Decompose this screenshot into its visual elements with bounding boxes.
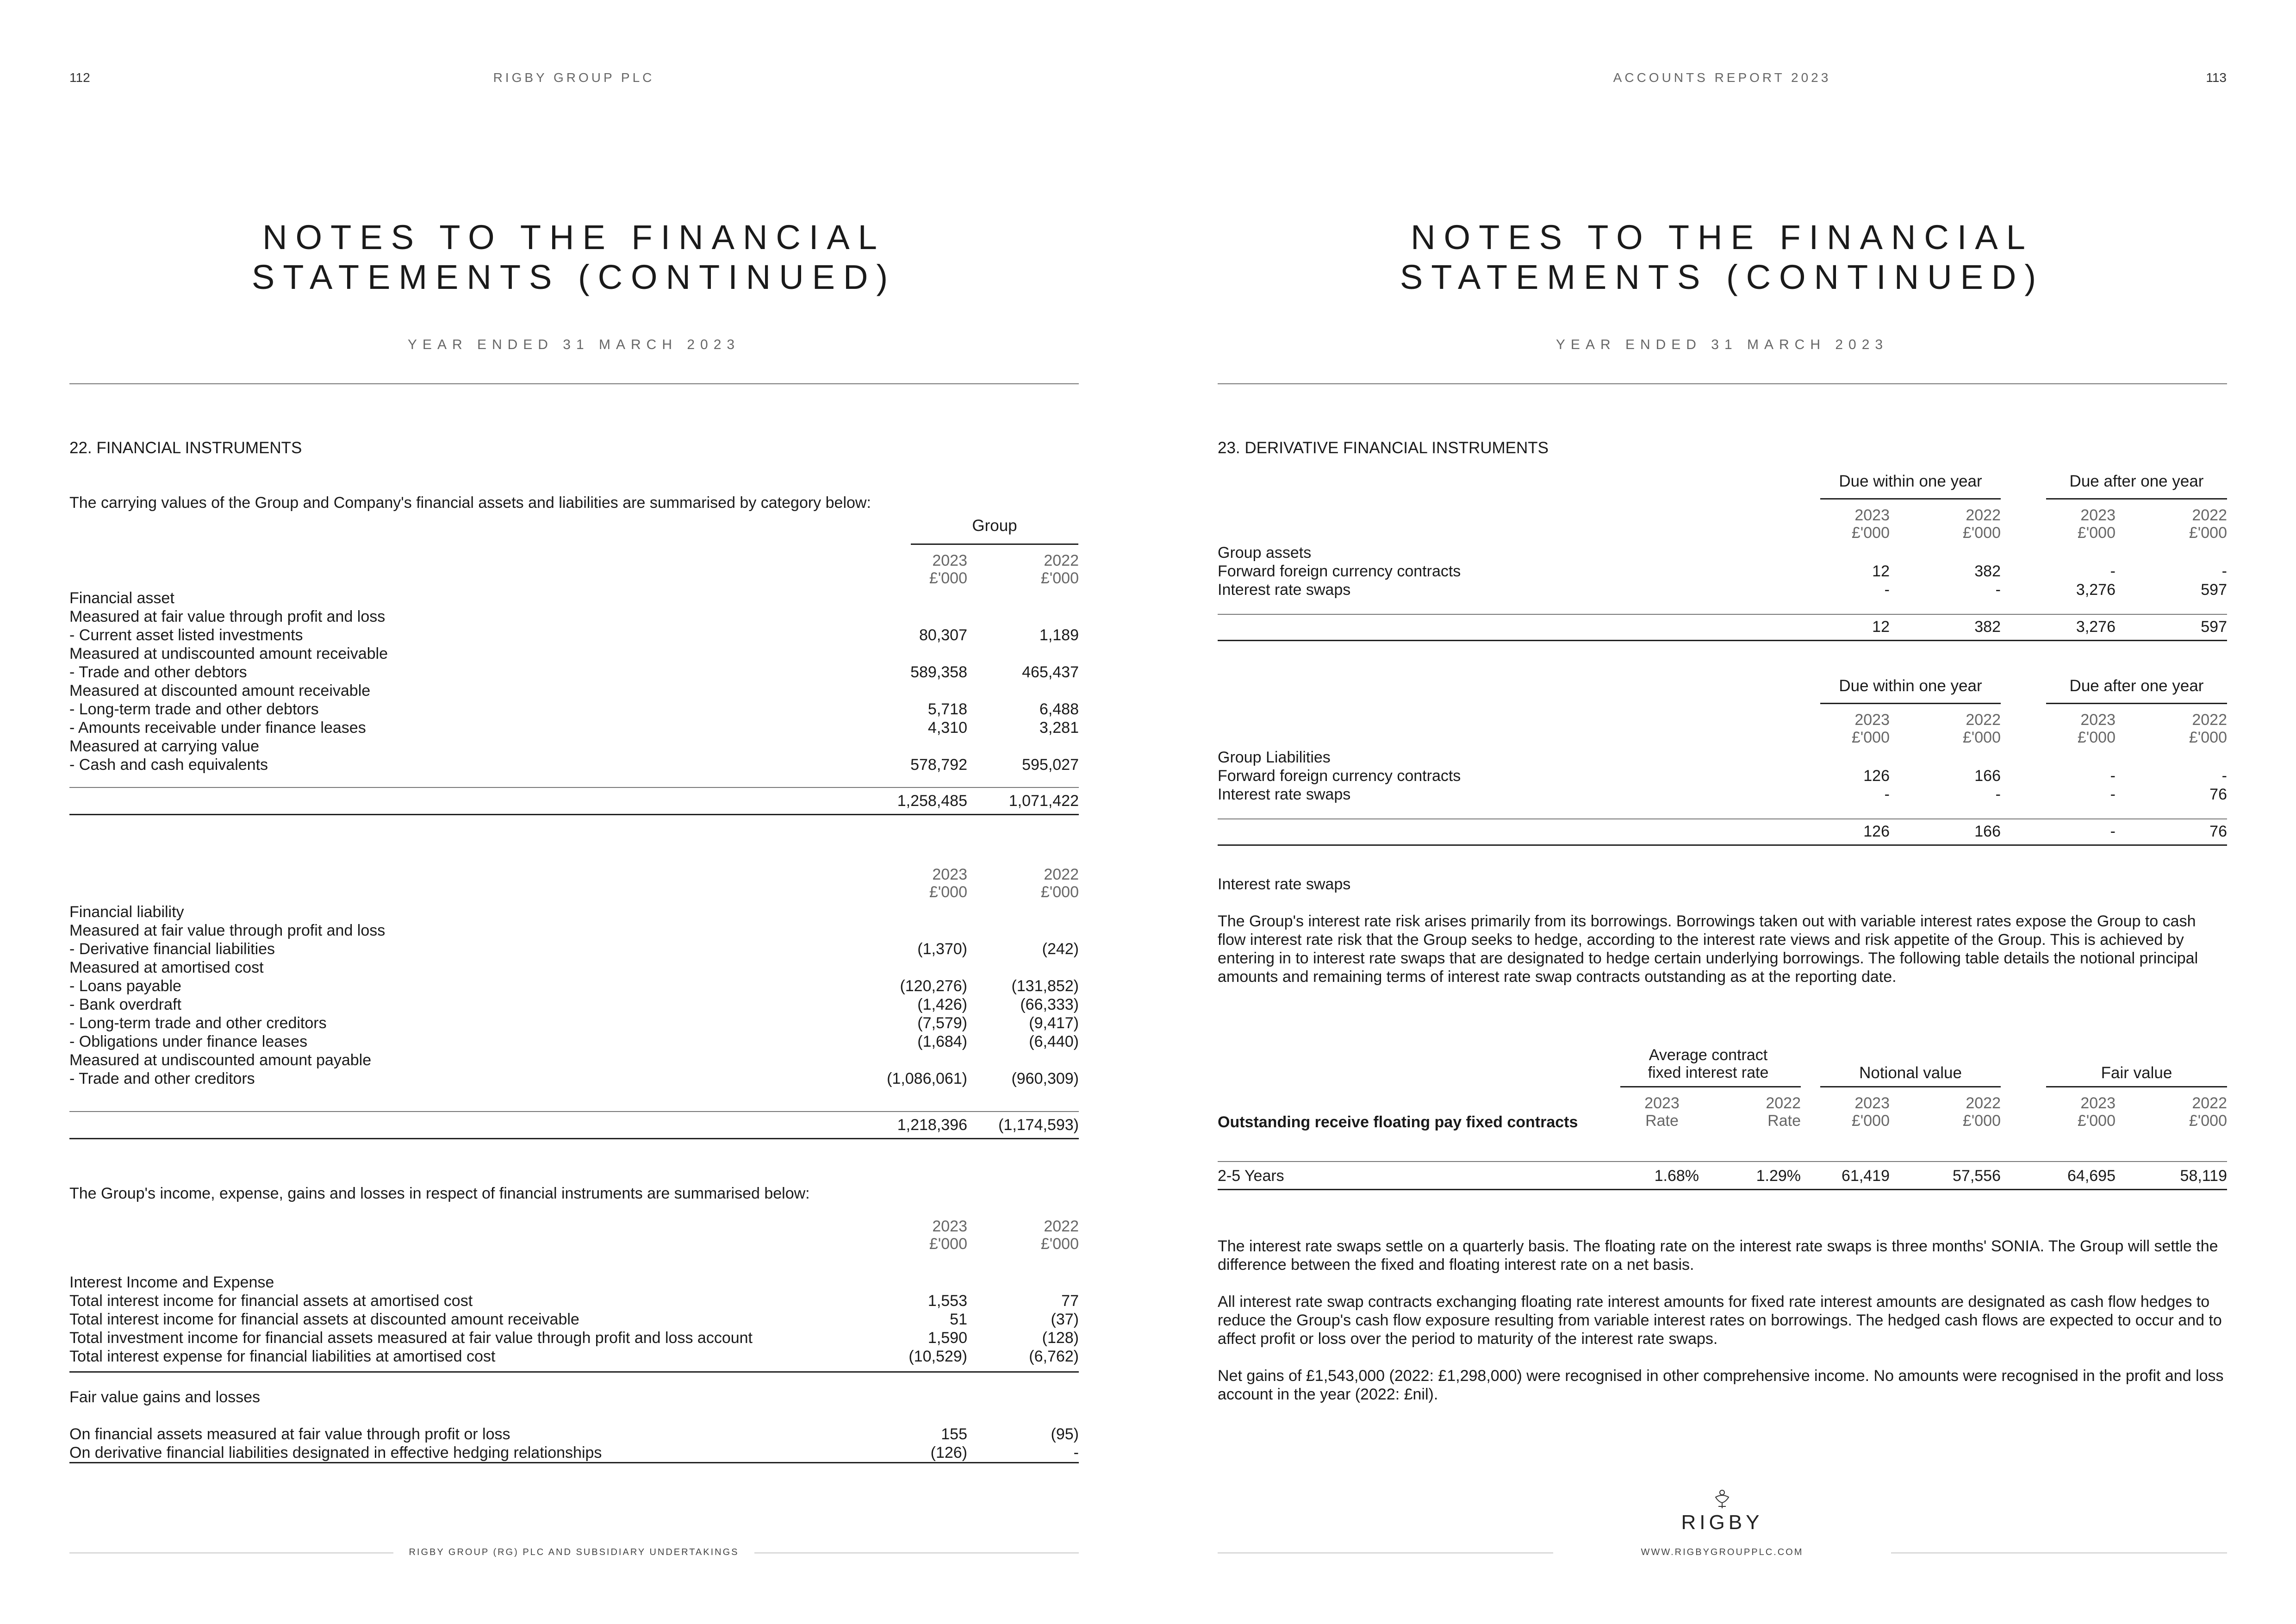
col-2023: 2023 — [1854, 1094, 1890, 1112]
col-2022: 2022 — [2192, 711, 2227, 729]
total-double-rule — [69, 1138, 1079, 1139]
row-label: Measured at fair value through profit and loss — [69, 922, 386, 939]
value-2022: 1,189 — [1039, 626, 1079, 644]
value-2023: 1,553 — [927, 1292, 967, 1310]
col-unit: £'000 — [1962, 729, 2001, 746]
row-label: Measured at fair value through profit and loss — [69, 608, 386, 625]
liabilities-total-within-2023: 126 — [1863, 823, 1890, 840]
value-2022: - — [1073, 1444, 1079, 1462]
value-after-2022: 597 — [2201, 581, 2227, 599]
paragraph-hedges: All interest rate swap contracts exchanging floating rate interest amounts for fixed rate interest amounts are designated as cash flow hedges to reduce the Group's cash flow exposure resulting from variable interest rates on borrowings. The hedged cash flows are expected to occur and to affect profit or loss over the period to maturity of the interest rate swaps. — [1218, 1293, 2222, 1348]
group-underline — [911, 543, 1078, 545]
value-2023: (126) — [930, 1444, 967, 1462]
value-2022: (66,333) — [1020, 996, 1079, 1013]
col-2023: 2023 — [1644, 1094, 1680, 1112]
liabilities-rows — [69, 921, 1079, 1088]
table-row — [1218, 767, 2227, 785]
avg-rate-underline — [1620, 1086, 1801, 1087]
footer-text: RIGBY GROUP (RG) PLC AND SUBSIDIARY UNDERTAKINGS — [409, 1547, 739, 1557]
value-2022: (6,440) — [1029, 1033, 1079, 1050]
group-column-label: Group — [972, 517, 1017, 535]
row-label: Measured at undiscounted amount receivable — [69, 645, 388, 662]
table-row — [69, 644, 1079, 663]
table-row — [69, 1425, 1079, 1443]
assets-total-within-2022: 382 — [1974, 618, 2001, 636]
due-after-underline — [2046, 703, 2227, 704]
notional-2023: 61,419 — [1842, 1167, 1890, 1185]
table-row — [69, 1443, 1079, 1462]
assets-total-after-2022: 597 — [2201, 618, 2227, 636]
value-within-2022: - — [1995, 581, 2001, 599]
table-row — [69, 756, 1079, 774]
value-2023: (7,579) — [917, 1014, 967, 1032]
value-2022: (960,309) — [1011, 1070, 1079, 1087]
row-label: - Bank overdraft — [69, 996, 181, 1013]
value-2023: (1,426) — [917, 996, 967, 1013]
col-2023: 2023 — [932, 866, 967, 883]
value-2023: 1,590 — [927, 1329, 967, 1347]
row-label: Measured at carrying value — [69, 737, 260, 755]
row-label: - Trade and other debtors — [69, 663, 247, 681]
assets-total-within-2023: 12 — [1872, 618, 1890, 636]
col-2022: 2022 — [1044, 1218, 1079, 1235]
assets-total-2022: 1,071,422 — [1008, 792, 1079, 810]
value-2022: (6,762) — [1029, 1348, 1079, 1365]
running-header: ACCOUNTS REPORT 2023 — [1613, 70, 1831, 85]
notional-2022: 57,556 — [1953, 1167, 2001, 1185]
income-rows — [69, 1292, 1079, 1366]
col-unit: £'000 — [2077, 729, 2116, 746]
table-row — [69, 1347, 1079, 1366]
total-rule — [69, 787, 1079, 788]
col-2023: 2023 — [2080, 506, 2116, 524]
col-unit: £'000 — [2077, 1112, 2116, 1130]
value-within-2022: - — [1995, 786, 2001, 803]
row-label: Interest rate swaps — [1218, 786, 1351, 803]
page-subtitle: YEAR ENDED 31 MARCH 2023 — [1556, 337, 1889, 352]
irs-heading: Interest rate swaps — [1218, 875, 1351, 893]
table-row — [69, 1069, 1079, 1088]
rate-2023: 1.68% — [1654, 1167, 1699, 1185]
row-label: Total interest income for financial assets at amortised cost — [69, 1292, 473, 1310]
col-unit: £'000 — [1851, 729, 1890, 746]
total-rule — [1218, 614, 2227, 615]
derivative-liabilities-rows — [1218, 767, 2227, 804]
value-after-2023: - — [2110, 786, 2116, 803]
due-within-label: Due within one year — [1839, 472, 1982, 490]
row-label: 2-5 Years — [1218, 1167, 1284, 1185]
table-row — [69, 626, 1079, 644]
value-2023: (1,086,061) — [887, 1070, 967, 1087]
col-unit: £'000 — [1851, 1112, 1890, 1130]
table-row — [69, 1292, 1079, 1310]
row-label: Total interest income for financial assets at discounted amount receivable — [69, 1311, 579, 1328]
col-2023: 2023 — [2080, 711, 2116, 729]
page-number: 113 — [2206, 70, 2227, 85]
page-subtitle: YEAR ENDED 31 MARCH 2023 — [407, 337, 740, 352]
section-heading: 23. DERIVATIVE FINANCIAL INSTRUMENTS — [1218, 439, 1549, 457]
row-label: Total investment income for financial assets measured at fair value through profit and loss account — [69, 1329, 753, 1347]
table-row — [1218, 581, 2227, 599]
col-unit: £'000 — [1040, 1235, 1079, 1253]
page-title-line1: NOTES TO THE FINANCIAL — [262, 218, 885, 256]
row-label: - Current asset listed investments — [69, 626, 303, 644]
row-label: Measured at undiscounted amount payable — [69, 1051, 372, 1069]
page-title-line2: STATEMENTS (CONTINUED) — [1400, 258, 2045, 296]
section-rule — [69, 1371, 1079, 1373]
col-unit: £'000 — [2189, 524, 2227, 542]
due-within-underline — [1820, 703, 2001, 704]
liabilities-total-after-2023: - — [2110, 823, 2116, 840]
col-2023: 2023 — [2080, 1094, 2116, 1112]
table-row — [69, 681, 1079, 700]
rate-label: Rate — [1645, 1112, 1679, 1130]
fair-value-underline — [2046, 1086, 2227, 1087]
table-row — [69, 663, 1079, 681]
row-label: - Obligations under finance leases — [69, 1033, 308, 1050]
due-within-underline — [1820, 498, 2001, 500]
value-2023: 578,792 — [910, 756, 967, 774]
row-label: Measured at amortised cost — [69, 959, 264, 976]
col-unit: £'000 — [929, 569, 967, 587]
fair-2022: 58,119 — [2180, 1167, 2227, 1185]
table-row — [69, 1329, 1079, 1347]
value-2022: 595,027 — [1022, 756, 1079, 774]
col-2022: 2022 — [1044, 552, 1079, 569]
col-2022: 2022 — [2192, 506, 2227, 524]
swap-row-rule — [1218, 1161, 2227, 1162]
col-unit: £'000 — [1851, 524, 1890, 542]
fair-2023: 64,695 — [2067, 1167, 2116, 1185]
table-row — [69, 977, 1079, 995]
row-label: - Cash and cash equivalents — [69, 756, 268, 774]
row-label: Measured at discounted amount receivable — [69, 682, 371, 700]
table-row — [69, 737, 1079, 756]
table-row — [69, 1310, 1079, 1329]
page-title-line2: STATEMENTS (CONTINUED) — [251, 258, 896, 296]
assets-total-2023: 1,258,485 — [897, 792, 967, 810]
table-row — [69, 607, 1079, 626]
rigby-crest-icon — [1704, 1489, 1741, 1512]
value-2023: 155 — [941, 1425, 967, 1443]
col-unit: £'000 — [929, 883, 967, 901]
value-2022: (9,417) — [1029, 1014, 1079, 1032]
fair-value-heading: Fair value gains and losses — [69, 1388, 261, 1406]
value-2023: (1,684) — [917, 1033, 967, 1050]
value-2023: 51 — [950, 1311, 967, 1328]
table-row — [69, 1032, 1079, 1051]
total-double-rule — [1218, 844, 2227, 846]
assets-heading: Financial asset — [69, 589, 174, 607]
paragraph-settlement: The interest rate swaps settle on a quarterly basis. The floating rate on the interest rate swaps is three months' SONIA. The Group will settle the difference between the fixed and floating interest rate on a net basis. — [1218, 1237, 2218, 1274]
table-row — [69, 995, 1079, 1014]
value-2023: 4,310 — [927, 719, 967, 737]
total-rule — [1218, 818, 2227, 819]
row-label: - Amounts receivable under finance leases — [69, 719, 366, 737]
title-divider — [69, 383, 1079, 384]
col-2022: 2022 — [1966, 506, 2001, 524]
col-2022: 2022 — [2192, 1094, 2227, 1112]
value-after-2023: - — [2110, 562, 2116, 580]
avg-rate-label-line2: fixed interest rate — [1648, 1064, 1769, 1081]
fair-value-rows — [69, 1425, 1079, 1462]
right-page — [1148, 0, 2296, 1624]
value-2022: 6,488 — [1039, 700, 1079, 718]
value-after-2022: - — [2221, 767, 2227, 785]
total-double-rule — [1218, 640, 2227, 641]
value-after-2022: 76 — [2209, 786, 2227, 803]
swap-row-bottom-rule — [1218, 1189, 2227, 1190]
liabilities-total-2023: 1,218,396 — [897, 1116, 967, 1134]
irs-paragraph: The Group's interest rate risk arises primarily from its borrowings. Borrowings taken out with variable interest rates expose the Group to cash flow interest rate risk that the Group seeks to hedge, according to the interest rate views and risk appetite of the Group. This is achieved by entering in to interest rate swaps that are designated to hedge certain underlying borrowings. The following table details the notional principal amounts and remaining terms of interest rate swap contracts outstanding as at the reporting date. — [1218, 912, 2198, 986]
page-title-line1: NOTES TO THE FINANCIAL — [1411, 218, 2034, 256]
value-2022: 465,437 — [1022, 663, 1079, 681]
income-heading: Interest Income and Expense — [69, 1274, 274, 1291]
value-2023: 5,718 — [927, 700, 967, 718]
table-row — [69, 940, 1079, 958]
table-row — [69, 1051, 1079, 1069]
row-label: - Loans payable — [69, 977, 181, 995]
due-after-label: Due after one year — [2069, 677, 2204, 695]
row-label: - Trade and other creditors — [69, 1070, 255, 1087]
value-2022: 3,281 — [1039, 719, 1079, 737]
running-header: RIGBY GROUP PLC — [493, 70, 655, 85]
value-after-2022: - — [2221, 562, 2227, 580]
value-after-2023: - — [2110, 767, 2116, 785]
liabilities-total-2022: (1,174,593) — [998, 1116, 1079, 1134]
table-row — [1218, 1167, 2227, 1185]
page-number: 112 — [69, 70, 90, 85]
liabilities-total-within-2022: 166 — [1974, 823, 2001, 840]
total-rule — [69, 1111, 1079, 1112]
assets-total-after-2023: 3,276 — [2076, 618, 2116, 636]
value-2022: 77 — [1061, 1292, 1079, 1310]
row-label: Forward foreign currency contracts — [1218, 767, 1461, 785]
col-unit: £'000 — [1962, 524, 2001, 542]
value-within-2023: - — [1884, 786, 1890, 803]
col-2023: 2023 — [932, 1218, 967, 1235]
value-within-2023: 12 — [1872, 562, 1890, 580]
rate-label: Rate — [1767, 1112, 1801, 1130]
due-after-underline — [2046, 498, 2227, 500]
col-2022: 2022 — [1966, 1094, 2001, 1112]
value-2022: (95) — [1051, 1425, 1079, 1443]
due-within-label: Due within one year — [1839, 677, 1982, 695]
row-label: Forward foreign currency contracts — [1218, 562, 1461, 580]
row-label: Interest rate swaps — [1218, 581, 1351, 599]
table-row — [69, 958, 1079, 977]
col-2023: 2023 — [1854, 711, 1890, 729]
footer-website-link[interactable]: WWW.RIGBYGROUPPLC.COM — [1641, 1547, 1804, 1557]
title-divider — [1218, 383, 2227, 384]
col-unit: £'000 — [1040, 569, 1079, 587]
rate-2022: 1.29% — [1756, 1167, 1801, 1185]
table-row — [69, 718, 1079, 737]
section-heading: 22. FINANCIAL INSTRUMENTS — [69, 439, 302, 457]
notional-underline — [1820, 1086, 2001, 1087]
value-within-2022: 382 — [1974, 562, 2001, 580]
row-label: - Long-term trade and other creditors — [69, 1014, 327, 1032]
section-rule — [69, 1462, 1079, 1463]
table-row — [1218, 562, 2227, 581]
value-2022: (242) — [1042, 940, 1079, 958]
value-2023: (10,529) — [908, 1348, 967, 1365]
value-2023: (1,370) — [917, 940, 967, 958]
col-unit: £'000 — [2189, 1112, 2227, 1130]
value-within-2023: - — [1884, 581, 1890, 599]
derivative-assets-rows — [1218, 562, 2227, 599]
table-row — [1218, 785, 2227, 804]
fair-value-label: Fair value — [2101, 1064, 2172, 1082]
col-unit: £'000 — [1962, 1112, 2001, 1130]
col-unit: £'000 — [929, 1235, 967, 1253]
liabilities-total-after-2022: 76 — [2209, 823, 2227, 840]
col-unit: £'000 — [2077, 524, 2116, 542]
value-after-2023: 3,276 — [2076, 581, 2116, 599]
income-intro: The Group's income, expense, gains and losses in respect of financial instruments are summarised below: — [69, 1185, 810, 1202]
total-double-rule — [69, 814, 1079, 815]
value-within-2022: 166 — [1974, 767, 2001, 785]
col-2022: 2022 — [1966, 711, 2001, 729]
rigby-logo-wordmark: RIGBY — [1681, 1511, 1763, 1534]
due-after-label: Due after one year — [2069, 472, 2204, 490]
group-liabilities-heading: Group Liabilities — [1218, 749, 1331, 766]
paragraph-net-gains: Net gains of £1,543,000 (2022: £1,298,000) were recognised in other comprehensive income. No amounts were recognised in the profit and loss account in the year (2022: £nil). — [1218, 1367, 2224, 1403]
intro-text: The carrying values of the Group and Company's financial assets and liabilities are summarised by category below: — [69, 494, 871, 512]
notional-label: Notional value — [1859, 1064, 1962, 1082]
value-2022: (131,852) — [1011, 977, 1079, 995]
group-assets-heading: Group assets — [1218, 544, 1312, 562]
value-2023: 589,358 — [910, 663, 967, 681]
value-2023: 80,307 — [919, 626, 967, 644]
col-2022: 2022 — [1766, 1094, 1801, 1112]
liabilities-heading: Financial liability — [69, 903, 184, 921]
value-2022: (37) — [1051, 1311, 1079, 1328]
col-2023: 2023 — [1854, 506, 1890, 524]
col-unit: £'000 — [2189, 729, 2227, 746]
row-label: Total interest expense for financial liabilities at amortised cost — [69, 1348, 496, 1365]
row-label: - Derivative financial liabilities — [69, 940, 275, 958]
value-2022: (128) — [1042, 1329, 1079, 1347]
assets-rows — [69, 607, 1079, 774]
col-2023: 2023 — [932, 552, 967, 569]
avg-rate-label-line1: Average contract — [1649, 1046, 1768, 1064]
row-label: - Long-term trade and other debtors — [69, 700, 319, 718]
col-2022: 2022 — [1044, 866, 1079, 883]
row-label: On derivative financial liabilities designated in effective hedging relationships — [69, 1444, 602, 1462]
value-within-2023: 126 — [1863, 767, 1890, 785]
table-row — [69, 1014, 1079, 1032]
value-2023: (120,276) — [900, 977, 967, 995]
row-label: On financial assets measured at fair value through profit or loss — [69, 1425, 510, 1443]
swap-row-heading: Outstanding receive floating pay fixed contracts — [1218, 1113, 1578, 1131]
table-row — [69, 921, 1079, 940]
col-unit: £'000 — [1040, 883, 1079, 901]
table-row — [69, 700, 1079, 718]
